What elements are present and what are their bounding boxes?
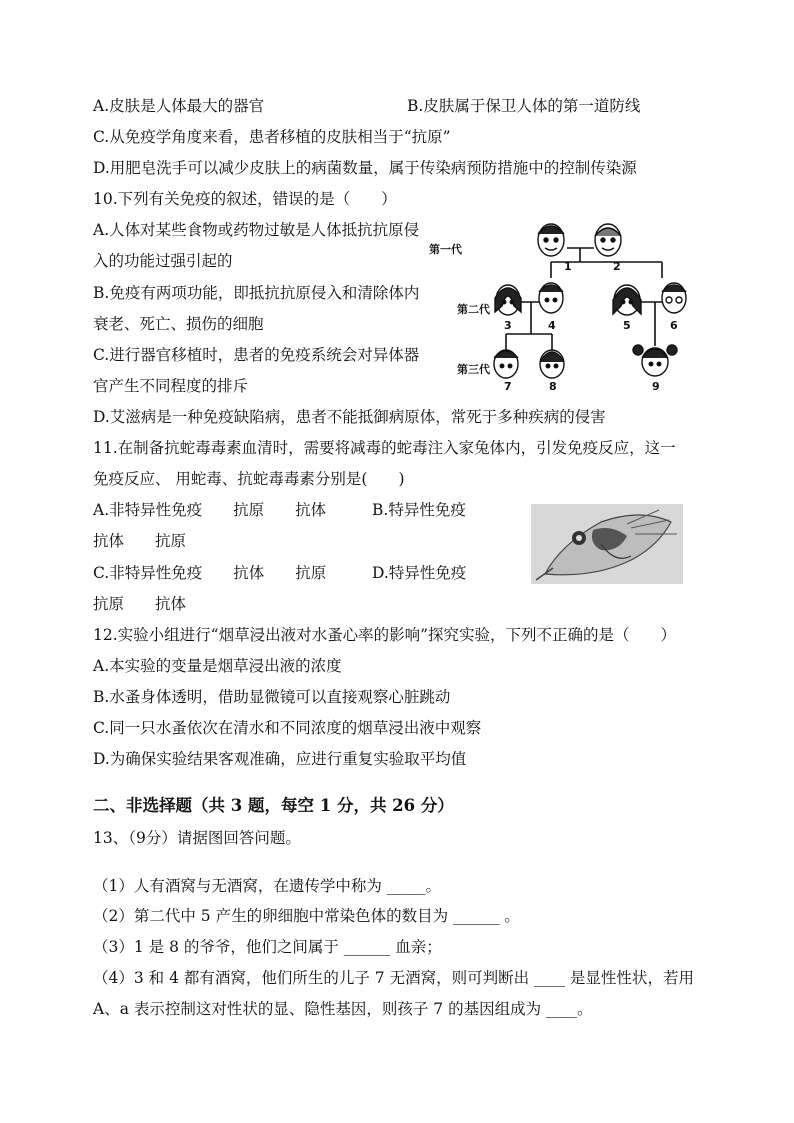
person-4-number: 4 [548, 319, 556, 332]
q10-option-b-line2: 衰老、死亡、损伤的细胞 [93, 315, 264, 333]
q13-part-3: （3）1 是 8 的爷爷，他们之间属于 ______ 血亲； [93, 938, 442, 956]
q9-option-a: A.皮肤是人体最大的器官 [93, 97, 265, 115]
q9-option-d: D.用肥皂洗手可以减少皮肤上的病菌数量，属于传染病预防措施中的控制传染源 [93, 159, 637, 177]
person-7-number: 7 [504, 380, 512, 393]
q11-option-a: A.非特异性免疫 抗原 抗体 [93, 501, 327, 519]
generation-3-label: 第三代 [457, 363, 490, 376]
q10-option-a-line1: A.人体对某些食物或药物过敏是人体抵抗抗原侵 [93, 221, 420, 239]
q10-stem: 10.下列有关免疫的叙述，错误的是（ ） [93, 190, 397, 208]
q12-option-a: A.本实验的变量是烟草浸出液的浓度 [93, 657, 342, 675]
q10-option-c-line2: 官产生不同程度的排斥 [93, 377, 249, 395]
person-1-number: 1 [564, 260, 572, 273]
generation-2-label: 第二代 [457, 303, 490, 316]
person-3-number: 3 [504, 319, 512, 332]
q11-option-b-line2: 抗体 抗原 [93, 532, 187, 550]
person-5-number: 5 [623, 319, 631, 332]
section-2-heading: 二、非选择题（共 3 题，每空 1 分，共 26 分） [93, 796, 454, 815]
q13-part-2: （2）第二代中 5 产生的卵细胞中常染色体的数目为 ______ 。 [93, 907, 520, 925]
q13-part-4-line2: A、a 表示控制这对性状的显、隐性基因，则孩子 7 的基因组成为 ____。 [93, 1000, 593, 1018]
q11-option-d-line1: D.特异性免疫 [372, 564, 467, 582]
person-9-number: 9 [652, 380, 660, 393]
q9-option-b: B.皮肤属于保卫人体的第一道防线 [407, 97, 641, 115]
person-2-number: 2 [613, 260, 621, 273]
q9-option-c: C.从免疫学角度来看，患者移植的皮肤相当于“抗原” [93, 128, 451, 146]
q11-option-d-line2: 抗原 抗体 [93, 595, 187, 613]
q13-part-1: （1）人有酒窝与无酒窝，在遗传学中称为 _____。 [93, 877, 442, 895]
q12-option-c: C.同一只水蚤依次在清水和不同浓度的烟草浸出液中观察 [93, 719, 482, 737]
person-6-number: 6 [670, 319, 678, 332]
q12-option-b: B.水蚤身体透明，借助显微镜可以直接观察心脏跳动 [93, 688, 451, 706]
q12-option-d: D.为确保实验结果客观准确，应进行重复实验取平均值 [93, 750, 467, 768]
q10-option-d: D.艾滋病是一种免疫缺陷病，患者不能抵御病原体，常死于多种疾病的侵害 [93, 408, 606, 426]
q13-part-4-line1: （4）3 和 4 都有酒窝，他们所生的儿子 7 无酒窝，则可判断出 ____ 是显性性状，若用 [93, 969, 694, 987]
q11-stem-line2: 免疫反应、 用蛇毒、抗蛇毒毒素分别是( ) [93, 470, 405, 488]
person-1-face [538, 224, 564, 256]
q10-option-c-line1: C.进行器官移植时，患者的免疫系统会对异体器 [93, 346, 420, 364]
generation-1-label: 第一代 [429, 243, 462, 256]
q12-stem: 12.实验小组进行“烟草浸出液对水蚤心率的影响”探究实验，下列不正确的是（ ） [93, 626, 677, 644]
q10-option-a-line2: 入的功能过强引起的 [93, 252, 233, 270]
person-2-face [595, 224, 621, 256]
daphnia-photo [531, 504, 683, 584]
person-8-number: 8 [549, 380, 557, 393]
q11-stem-line1: 11.在制备抗蛇毒毒素血清时，需要将减毒的蛇毒注入家兔体内，引发免疫反应，这一 [93, 439, 676, 457]
q10-option-b-line1: B.免疫有两项功能，即抵抗抗原侵入和清除体内 [93, 284, 420, 302]
pedigree-diagram [424, 216, 706, 402]
q13-stem: 13、（9分）请据图回答问题。 [93, 829, 301, 847]
q11-option-c: C.非特异性免疫 抗体 抗原 [93, 564, 327, 582]
q11-option-b-line1: B.特异性免疫 [372, 501, 466, 519]
